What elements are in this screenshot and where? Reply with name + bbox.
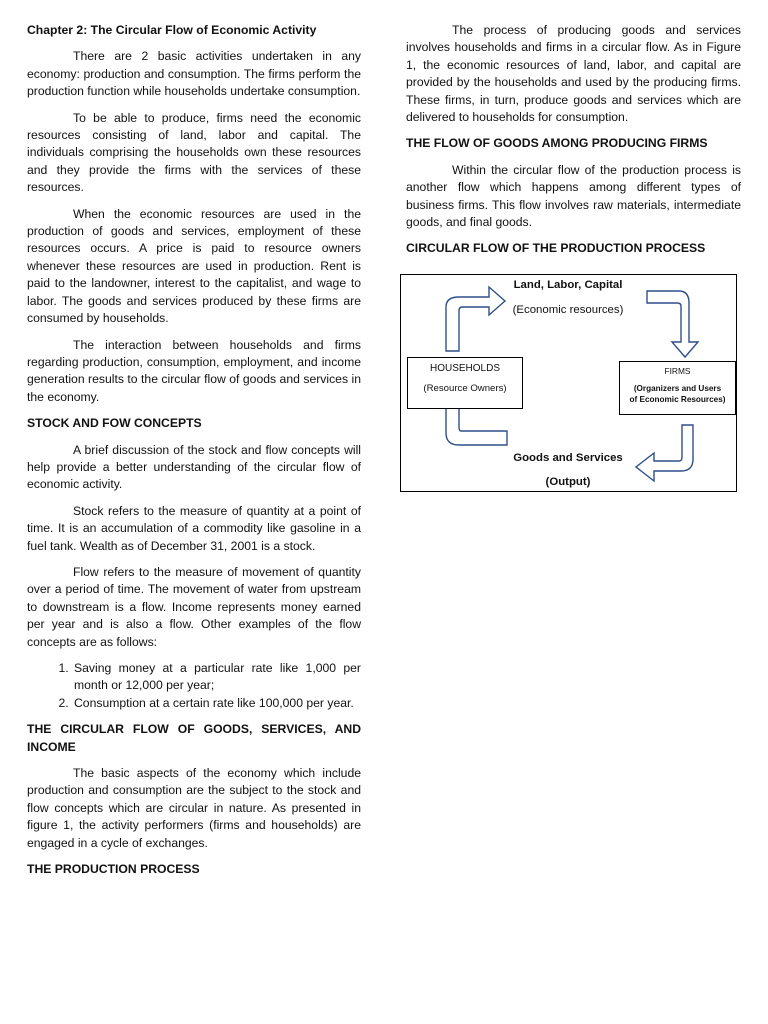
resources-label: Land, Labor, Capital <box>513 279 623 291</box>
heading-circular-flow: THE CIRCULAR FLOW OF GOODS, SERVICES, AND INCOME <box>27 722 361 754</box>
households-subtitle: (Resource Owners) <box>423 383 507 394</box>
arrow-goods-output-icon <box>636 425 693 481</box>
left-column <box>27 22 361 887</box>
paragraph-flow: Flow refers to the measure of movement of quantity over a period of time. The movement of water from upstream to downstream is a flow. Income represents money earned per year and is also a flow. Other examples of the flow concepts are as follows: <box>27 564 361 649</box>
heading-production-process: THE PRODUCTION PROCESS <box>27 862 200 877</box>
firms-subtitle-line1: (Organizers and Users <box>633 384 722 393</box>
firms-title: FIRMS <box>664 366 691 376</box>
arrow-resources-down-icon <box>647 291 698 357</box>
paragraph-stock: Stock refers to the measure of quantity at a point of time. It is an accumulation of a commodity like gasoline in a fuel tank. Wealth as of December 31, 2001 is a stock. <box>27 503 361 553</box>
resources-sublabel: (Economic resources) <box>512 304 624 316</box>
households-title: HOUSEHOLDS <box>429 363 500 374</box>
paragraph-basic-aspects: The basic aspects of the economy which include production and consumption are the subject to the stock and flow concepts which are circular in nature. As presented in figure 1, the activity performers (firms and households) are engaged in a cycle of exchanges. <box>27 766 361 850</box>
paragraph-employment: When the economic resources are used in the production of goods and services, employment of these resources occurs. A price is paid to resource owners whenever these resources are used in production. Rent is paid to the landowner, interest to the capitalist, and wage to labor. The goods and services produced by these firms are consumed by households. <box>27 206 361 326</box>
firms-subtitle-line2: of Economic Resources) <box>629 395 726 404</box>
heading-flow-among-firms: THE FLOW OF GOODS AMONG PRODUCING FIRMS <box>406 136 708 151</box>
list-item: 2. Consumption at a certain rate like 100,000 per year. <box>72 695 361 712</box>
chapter-title: Chapter 2: The Circular Flow of Economic Activity <box>27 23 317 37</box>
arrow-resources-up-icon <box>446 287 505 351</box>
heading-stock-flow: STOCK AND FOW CONCEPTS <box>27 416 202 431</box>
paragraph-economic-resources: To be able to produce, firms need the economic resources consisting of land, labor and capital. The individuals comprising the households own these resources and they provide the firms with the services of these resources. <box>27 110 361 195</box>
paragraph-brief-discussion: A brief discussion of the stock and flow concepts will help provide a better understanding of the circular flow of economic activity. <box>27 442 361 492</box>
arrow-goods-households-icon <box>446 403 507 445</box>
paragraph-interaction: The interaction between households and firms regarding production, consumption, employment, and income generation results to the circular flow of goods and services in the economy. <box>27 337 361 404</box>
goods-sublabel: (Output) <box>545 476 591 488</box>
goods-label: Goods and Services <box>513 452 623 464</box>
paragraph-producing-process: The process of producing goods and services involves households and firms in a circular flow. As in Figure 1, the economic resources of land, labor, and capital are provided by the households and used by the producing firms. These firms, in turn, produce goods and services which are delivered to households for consumption. <box>406 23 741 125</box>
list-item: 1. Saving money at a particular rate like 1,000 per month or 12,000 per year; <box>72 660 361 695</box>
paragraph-basic-activities: There are 2 basic activities undertaken in any economy: production and consumption. The firms perform the production function while households undertake consumption. <box>27 49 361 99</box>
right-column <box>406 22 741 267</box>
households-box <box>407 357 523 409</box>
heading-diagram: CIRCULAR FLOW OF THE PRODUCTION PROCESS <box>406 241 706 256</box>
circular-flow-diagram <box>400 274 737 492</box>
flow-examples-list <box>27 660 361 712</box>
firms-box <box>619 361 736 415</box>
paragraph-within-flow: Within the circular flow of the production process is another flow which happens among different types of business firms. This flow involves raw materials, intermediate goods, and final goods. <box>406 162 741 230</box>
